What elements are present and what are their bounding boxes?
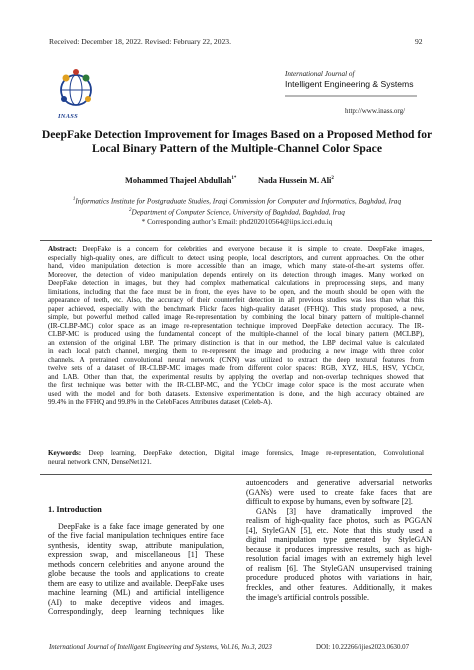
body-line: DeepFake is a fake face image generated by one <box>58 521 224 531</box>
author-1: Mohammed Thajeel Abdullah$^{1*}$ <box>125 176 237 185</box>
paper-title <box>20 128 454 157</box>
affiliation-1: $^1$Informatics Institute for Postgraduate Studies, Iraqi Commission for Computer and Informatics, Baghdad, Iraq <box>72 196 402 206</box>
abstract-line: hand, video manipulation detection is more accessible than an image, which many state-of-the-art systems offer. <box>48 262 424 271</box>
abstract-line: CLBP-MC is produced using the fundamental concept of the multiple-channel of the local binary pattern (MCLBP), <box>48 330 424 339</box>
abstract-line: 99.4% in the FFHQ and 99.8% in the CelebFaces Attributes dataset (Celeb-A). <box>48 398 273 407</box>
body-line: because it produces impressive results, such as high- <box>246 544 432 554</box>
abstract-label: Abstract: <box>48 245 77 253</box>
abstract-line: Moreover, the detection of video manipulation depends entirely on its detection through images. Many worked on <box>48 270 424 279</box>
footer-journal-reference: International Journal of Intelligent Engineering and Systems, Vol.16, No.3, 2023 <box>49 644 272 651</box>
body-line: of realism [6]. The StyleGAN unsupervised training <box>246 563 432 573</box>
abstract-line: paper achieved, especially with the benchmark Flickr faces high-quality dataset (FFHQ). This study proposed, a new, <box>48 304 424 313</box>
keywords <box>48 449 424 466</box>
body-line: the image's artificial controls possible. <box>246 592 369 602</box>
journal-banner <box>285 70 414 89</box>
keywords-line: neural network CNN, DenseNet121. <box>48 457 152 466</box>
abstract-line: and LAB. Other than that, the experimental results by applying the overlap and non-overlap techniques showed that <box>48 372 424 381</box>
inass-logo-text: INASS <box>58 113 78 120</box>
abstract-line: limitations, including that the face must be in front, the eyes have to be open, and the mouth should be open with the <box>48 287 424 296</box>
body-line: difficult to expose by humans, even by software [2]. <box>246 497 413 507</box>
abstract-line: an extension of the original LBP. The primary distinction is that in our method, the LBP decimal value is calculated <box>48 338 424 347</box>
journal-divider <box>285 95 417 97</box>
received-revised-dates: Received: December 18, 2022. Revised: February 22, 2023. <box>49 37 231 46</box>
footer-doi[interactable]: DOI: 10.22266/ijies2023.0630.07 <box>316 644 410 651</box>
journal-url-link[interactable]: http://www.inass.org/ <box>345 107 406 115</box>
keywords-line: Keywords: Deep learning, DeepFake detection, Digital image forensics, Image re-representation, Convolutional <box>48 449 424 457</box>
body-line: freckles, and other features. Additionally, it makes <box>246 583 432 593</box>
body-line: (GANs) were used to create fake faces that are <box>246 487 432 497</box>
body-line: [4], StyleGAN [5], etc. Note that this study used a <box>246 525 432 535</box>
abstract-line: channels. A pretrained convolutional neural network (CNN) was utilized to extract the deep textural features from <box>48 355 424 364</box>
inass-logo-icon <box>56 66 96 114</box>
title-line-1: DeepFake Detection Improvement for Images Based on a Proposed Method for <box>41 128 433 141</box>
abstract-line: DeepFake detection in images, but they had complex mathematical calculations in preprocessing steps, and many <box>48 279 424 288</box>
abstract-line: especially high-quality ones, are difficult to detect using people, local descriptors, and current approaches. On the other <box>48 253 424 262</box>
body-line: of the five facial manipulation techniques entire face <box>48 531 224 541</box>
body-line: realism of high-quality face photos, such as PGGAN <box>246 516 432 526</box>
abstract-line: (IR-CLBP-MC) color space as an image re-representation technique improved DeepFake detection accuracy. The IR- <box>48 321 424 330</box>
body-line: Correspondingly, deep learning techniques like <box>48 607 224 617</box>
body-line: procedure produced photos with variations in hair, <box>246 573 432 583</box>
section-heading-introduction: 1. Introduction <box>48 505 102 514</box>
author-2: Nada Hussein M. Ali$^2$ <box>258 176 334 185</box>
body-line: machine learning (ML) and artificial intelligence <box>48 588 224 598</box>
journal-name-line2: Intelligent Engineering & Systems <box>285 79 414 89</box>
abstract-line: simple, but powerful method called image Re-representation by combining the local binary pattern of multiple-channel <box>48 313 424 322</box>
abstract-line: used with the model and for both datasets. Extensive experimentation is done, and the high accuracy obtained are <box>48 389 424 398</box>
affiliation-2: $^2$Department of Computer Science, University of Baghdad, Baghdad, Iraq <box>129 207 345 217</box>
affiliations <box>0 195 474 227</box>
title-line-2: Local Binary Pattern of the Multiple-Channel Color Space <box>92 142 382 156</box>
body-line: (AI) to make deceptive videos and images. <box>48 597 224 607</box>
body-line: GANs [3] have dramatically improved the <box>256 506 432 516</box>
body-line: autoencoders and generative adversarial networks <box>246 478 432 487</box>
abstract-line: twelve sets of a dataset of IR-CLBP-MC images made from different color spaces: RGB, XYZ, HLS, HSV, YCbCr, <box>48 364 424 373</box>
abstract-line: the first technique was better with the IR-CLBP-MC, and the YCbCr image color space is the most accurate when <box>48 381 424 390</box>
journal-name-line1: International Journal of <box>285 70 355 78</box>
abstract-line: appearance of teeth, etc. Also, the accuracy of their counterfeit detection in all previous studies was less than what this <box>48 296 424 305</box>
page-number: 92 <box>415 37 423 46</box>
intro-column-left <box>48 505 224 617</box>
abstract-line: Abstract: DeepFake is a concern for celebrities and everyone because it is simple to create. DeepFake images, <box>48 245 424 253</box>
body-line: methods concern celebrities and anyone around the <box>48 559 224 569</box>
abstract <box>48 245 424 407</box>
body-line: synthesis, identity swap, attribute manipulation, <box>48 540 224 550</box>
intro-column-right <box>246 478 432 602</box>
abstract-line: in each local patch channel, merging them to re-represent the image and producing a new image with three color <box>48 347 424 356</box>
body-line: resolution facial images with an extremely high level <box>246 554 432 564</box>
body-line: them are easy to utilize and available. DeepFake uses <box>48 578 224 588</box>
corresponding-author-email: * Corresponding author’s Email: phd202010564@iips.icci.edu.iq <box>141 217 333 227</box>
body-line: expression swap, and miscellaneous [1] These <box>48 550 224 560</box>
body-line: digital manipulation type generated by StyleGAN <box>246 535 432 545</box>
keywords-label: Keywords: <box>48 449 82 457</box>
body-line: globe because the tools and applications to create <box>48 569 224 579</box>
